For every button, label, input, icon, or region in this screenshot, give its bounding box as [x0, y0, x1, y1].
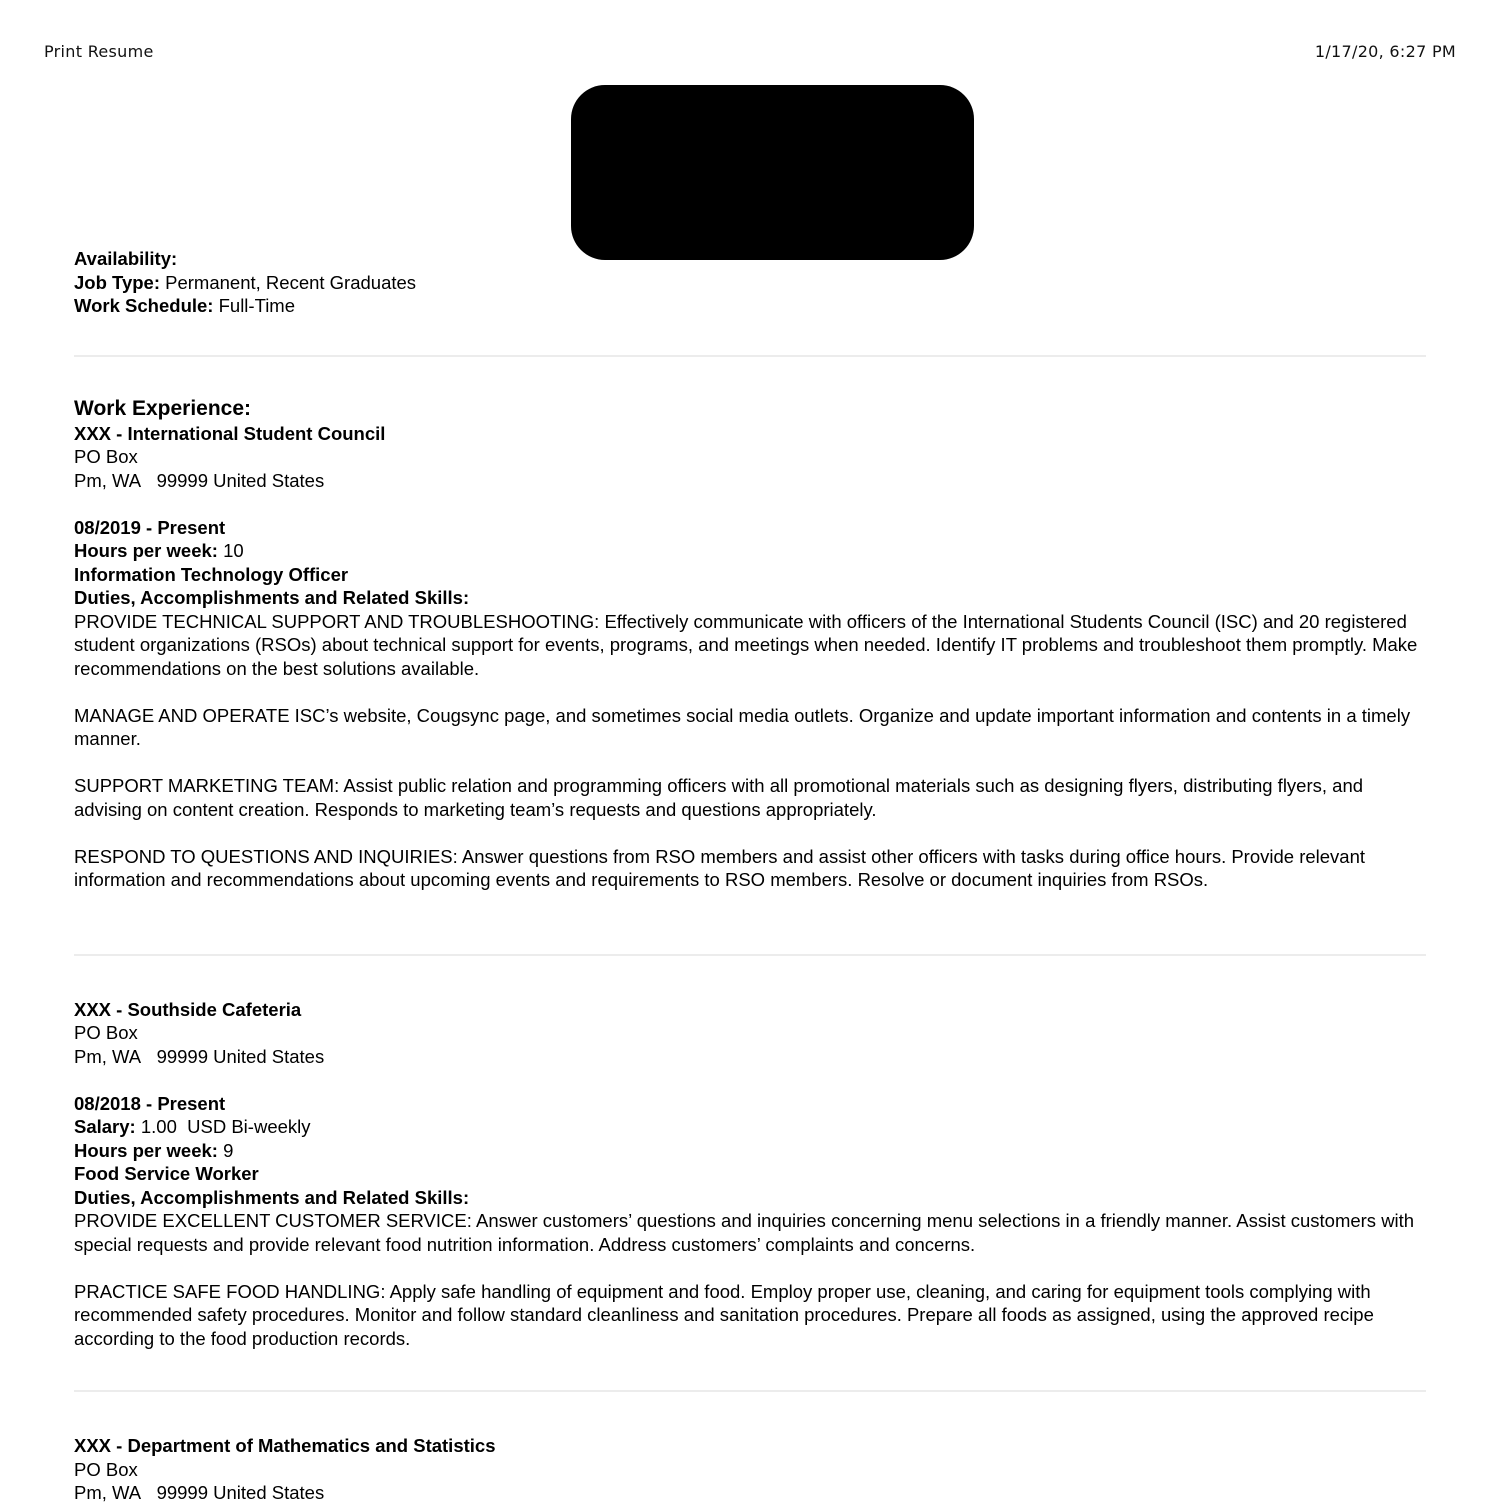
resume-body [74, 247, 1426, 1505]
duties-label: Duties, Accomplishments and Related Skills: [74, 1186, 470, 1208]
address-line-1: PO Box [74, 1458, 138, 1480]
hours-value: 10 [217, 540, 244, 561]
job-dates: 08/2019 - Present [74, 516, 226, 538]
duty-paragraph: PROVIDE TECHNICAL SUPPORT AND TROUBLESHOOTING: Effectively communicate with officers of the International Students Council (ISC) and 20 registered student organizations (RSOs) about technical support for events, programs, and meetings when needed. Identify IT problems and troubleshoot them promptly. Make recommendations on the best solutions available. [74, 610, 1418, 679]
job-type-row [74, 271, 1426, 295]
print-header [44, 40, 1456, 64]
work-schedule-label: Work Schedule: [74, 295, 214, 316]
job-entry [74, 998, 1426, 1351]
job-entry [74, 1434, 1426, 1505]
hours-label: Hours per week: [74, 540, 218, 561]
availability-heading: Availability: [74, 248, 178, 269]
job-type-value: Permanent, Recent Graduates [160, 271, 417, 293]
job-entry [74, 422, 1426, 892]
address-line-2: Pm, WA 99999 United States [74, 1045, 325, 1067]
hours-value: 9 [217, 1139, 234, 1161]
address-line-2: Pm, WA 99999 United States [74, 1482, 325, 1503]
work-schedule-value: Full-Time [213, 295, 296, 316]
duty-paragraph: PRACTICE SAFE FOOD HANDLING: Apply safe handling of equipment and food. Employ proper use, cleaning, and caring for equipment tools complying with recommended safety procedures. Monitor and follow standard cleanliness and sanitation procedures. Prepare all foods as assigned, using the approved recipe according to the food production records. [74, 1280, 1374, 1349]
employer-name: XXX - Department of Mathematics and Statistics [74, 1435, 496, 1456]
job-dates: 08/2018 - Present [74, 1092, 226, 1114]
hours-row [74, 539, 1426, 563]
work-experience-heading: Work Experience: [74, 396, 252, 420]
duty-paragraph: MANAGE AND OPERATE ISC’s website, Cougsync page, and sometimes social media outlets. Organize and update important information and contents in a timely manner. [74, 704, 1411, 749]
duty-paragraph: SUPPORT MARKETING TEAM: Assist public relation and programming officers with all promotional materials such as designing flyers, distributing flyers, and advising on content creation. Responds to marketing team’s requests and questions appropriately. [74, 775, 1364, 820]
address-line-1: PO Box [74, 446, 138, 467]
work-schedule-row [74, 294, 1426, 318]
print-timestamp: 1/17/20, 6:27 PM [1314, 42, 1456, 61]
duty-paragraph: RESPOND TO QUESTIONS AND INQUIRIES: Answer questions from RSO members and assist other officers with tasks during office hours. Provide relevant information and recommendations about upcoming events and requirements to RSO members. Resolve or document inquiries from RSOs. [74, 845, 1366, 890]
job-type-label: Job Type: [74, 271, 160, 293]
address-line-2: Pm, WA 99999 United States [74, 469, 325, 491]
salary-row [74, 1115, 1426, 1139]
hours-row [74, 1139, 1426, 1163]
job-title: Information Technology Officer [74, 563, 349, 585]
employer-name: XXX - Southside Cafeteria [74, 998, 302, 1020]
salary-label: Salary: [74, 1116, 136, 1137]
employer-name: XXX - International Student Council [74, 422, 386, 444]
availability-section [74, 247, 1426, 318]
print-title: Print Resume [44, 42, 154, 61]
duties-label: Duties, Accomplishments and Related Skills: [74, 587, 470, 608]
hours-label: Hours per week: [74, 1139, 218, 1161]
duty-paragraph: PROVIDE EXCELLENT CUSTOMER SERVICE: Answer customers’ questions and inquiries concerning menu selections in a friendly manner. Assist customers with special requests and provide relevant food nutrition information. Address customers’ complaints and concerns. [74, 1210, 1415, 1255]
address-line-1: PO Box [74, 1022, 138, 1043]
job-title: Food Service Worker [74, 1163, 259, 1184]
redacted-name-block [571, 85, 974, 260]
salary-value: 1.00 USD Bi-weekly [135, 1116, 311, 1137]
